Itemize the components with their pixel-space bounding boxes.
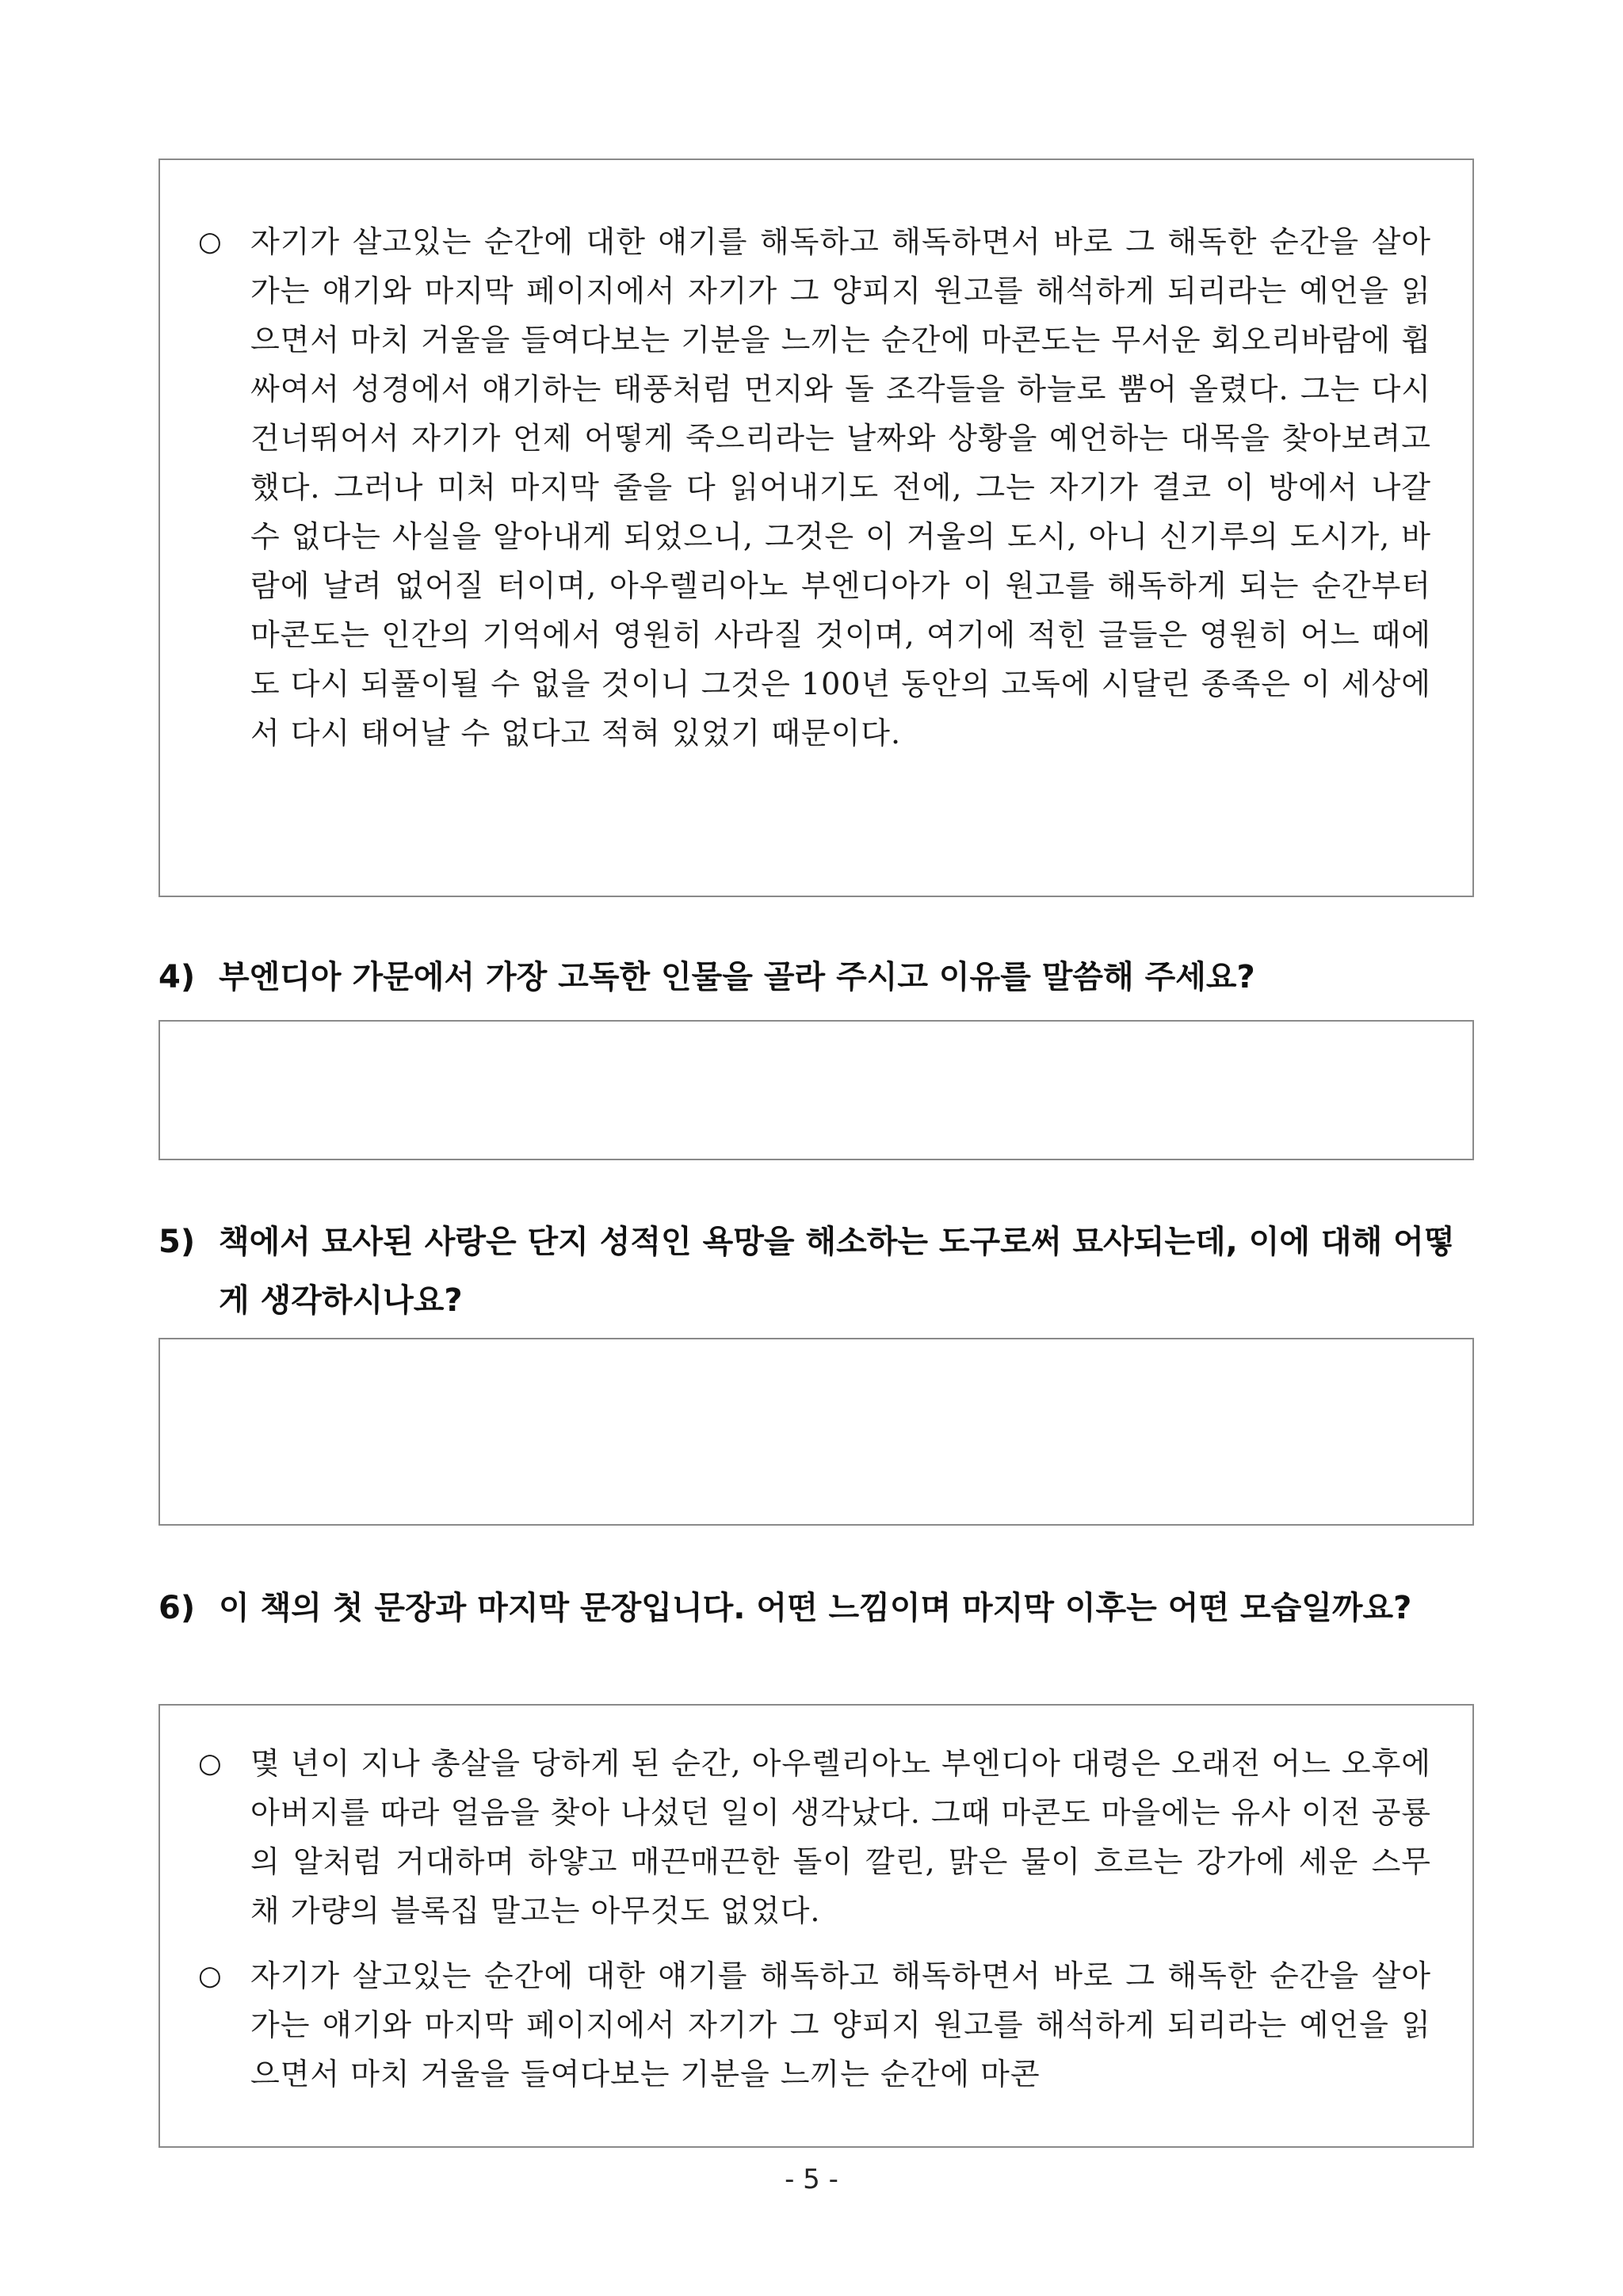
question-number: 5) — [158, 1224, 196, 1260]
bullet-circle-icon: ○ — [198, 1960, 223, 1992]
bullet-circle-icon: ○ — [198, 1748, 223, 1779]
quote-text: 자기가 살고있는 순간에 대한 얘기를 해독하고 해독하면서 바로 그 해독한 순간을 살아가는 얘기와 마지막 페이지에서 자기가 그 양피지 원고를 해석하게 되리라는 예언을 읽으면서 마치 거울을 들여다보는 기분을 느끼는 순간에 마콘 — [250, 1958, 1431, 2092]
bullet-circle-icon: ○ — [198, 226, 223, 258]
question-text: 부엔디아 가문에서 가장 고독한 인물을 골라 주시고 이유를 말씀해 주세요? — [219, 959, 1255, 995]
answer-box-5[interactable] — [158, 1338, 1474, 1526]
question-4 — [158, 948, 1474, 1007]
quote-box-top — [158, 159, 1474, 897]
question-text: 이 책의 첫 문장과 마지막 문장입니다. 어떤 느낌이며 마지막 이후는 어떤 모습일까요? — [219, 1590, 1412, 1626]
page-number: - 5 - — [785, 2164, 838, 2195]
quote-text: 자기가 살고있는 순간에 대한 얘기를 해독하고 해독하면서 바로 그 해독한 순간을 살아가는 얘기와 마지막 페이지에서 자기가 그 양피지 원고를 해석하게 되리라는 예언을 읽으면서 마치 거울을 들여다보는 기분을 느끼는 순간에 마콘도는 무서운 회오리바람에 휩싸여서 성경에서 얘기하는 태풍처럼 먼지와 돌 조각들을 하늘로 뿜어 올렸다. 그는 다시 건너뛰어서 자기가 언제 어떻게 죽으리라는 날짜와 상황을 예언하는 대목을 찾아보려고 했다. 그러나 미처 마지막 줄을 다 읽어내기도 전에, 그는 자기가 결코 이 방에서 나갈 수 없다는 사실을 알아내게 되었으니, 그것은 이 거울의 도시, 아니 신기루의 도시가, 바람에 날려 없어질 터이며, 아우렐리아노 부엔디아가 이 원고를 해독하게 되는 순간부터 마콘도는 인간의 기억에서 영원히 사라질 것이며, 여기에 적힌 글들은 영원히 어느 때에도 다시 되풀이될 수 없을 것이니 그것은 100년 동안의 고독에 시달린 종족은 이 세상에서 다시 태어날 수 없다고 적혀 있었기 때문이다. — [250, 224, 1431, 751]
question-text: 책에서 묘사된 사랑은 단지 성적인 욕망을 해소하는 도구로써 묘사되는데, 이에 대해 어떻게 생각하시나요? — [219, 1224, 1455, 1319]
question-number: 4) — [158, 959, 196, 995]
answer-box-4[interactable] — [158, 1020, 1474, 1160]
question-6 — [158, 1579, 1474, 1637]
quote-box-bottom — [158, 1704, 1474, 2148]
quote-item — [198, 217, 1431, 758]
question-5 — [158, 1213, 1474, 1330]
quote-item — [198, 1951, 1431, 2099]
quote-item — [198, 1739, 1431, 1935]
quote-text: 몇 년이 지나 총살을 당하게 된 순간, 아우렐리아노 부엔디아 대령은 오래전 어느 오후에 아버지를 따라 얼음을 찾아 나섰던 일이 생각났다. 그때 마콘도 마을에는 유사 이전 공룡의 알처럼 거대하며 하얗고 매끈매끈한 돌이 깔린, 맑은 물이 흐르는 강가에 세운 스무 채 가량의 블록집 말고는 아무것도 없었다. — [250, 1746, 1431, 1928]
question-number: 6) — [158, 1590, 196, 1626]
